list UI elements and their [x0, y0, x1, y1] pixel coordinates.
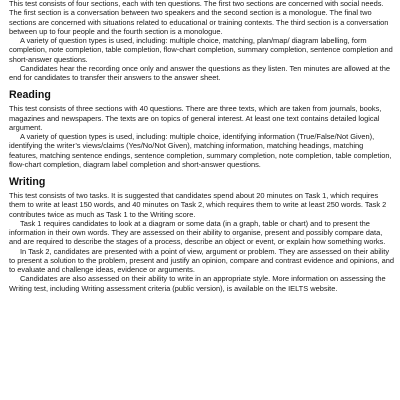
reading-heading: Reading: [9, 89, 51, 102]
reading-paragraph-2: A variety of question types is used, including: multiple choice, identifying information (True/False/Not Given), identifying the writer’s views/claims (Yes/No/Not Given), matching information, matching headings, matching features, matching sentence endings, sentence completion, summary completion, note completion, table completion, flow-chart completion, diagram label completion and short-answer questions.: [9, 132, 392, 169]
listening-paragraph-1: This test consists of four sections, each with ten questions. The first two sections are concerned with social needs. The first section is a conversation between two speakers and the second section is a monologue. The final two sections are concerned with situations related to educational or training contexts. The third section is a conversation between up to four people and the fourth section is a monologue.: [9, 0, 389, 36]
writing-heading: Writing: [9, 176, 46, 188]
listening-section: [9, 0, 394, 82]
writing-paragraph-3: In Task 2, candidates are presented with a point of view, argument or problem. They are assessed on their ability to present a solution to the problem, present and justify an opinion, compare and contrast evidence and opinions, and to evaluate and challenge ideas, evidence or arguments.: [9, 246, 395, 274]
listening-paragraph-3: Candidates hear the recording once only and answer the questions as they listen. Ten minutes are allowed at the end for candidates to transfer their answers to the answer sheet.: [9, 63, 391, 82]
writing-section: [9, 176, 394, 293]
section-divider-space: [9, 169, 394, 176]
writing-paragraph-4: Candidates are also assessed on their ability to write in an appropriate style. More information on assessing the Writing test, including Writing assessment criteria (public version), is available on the IELTS website.: [9, 274, 386, 293]
section-divider-space: [9, 82, 394, 89]
reading-paragraph-1: This test consists of three sections with 40 questions. There are three texts, which are taken from journals, books, magazines and newspapers. The texts are on topics of general interest. At least one text contains detailed logical argument.: [9, 104, 382, 132]
listening-paragraph-2: A variety of question types is used, including: multiple choice, matching, plan/map/ diagram labelling, form completion, note completion, table completion, flow-chart completion, summary completion, sentence completion and short-answer questions.: [9, 36, 393, 64]
writing-paragraph-1: This test consists of two tasks. It is suggested that candidates spend about 20 minutes on Task 1, which requires them to write at least 150 words, and 40 minutes on Task 2, which requires them to write at least 250 words. Task 2 contributes twice as much as Task 1 to the Writing score.: [9, 191, 387, 219]
reading-section: [9, 89, 394, 169]
writing-paragraph-2: Task 1 requires candidates to look at a diagram or some data (in a graph, table or chart) and to present the information in their own words. They are assessed on their ability to organise, present and possibly compare data, and are required to describe the stages of a process, describe an object or event, or explain how something works.: [9, 218, 386, 247]
